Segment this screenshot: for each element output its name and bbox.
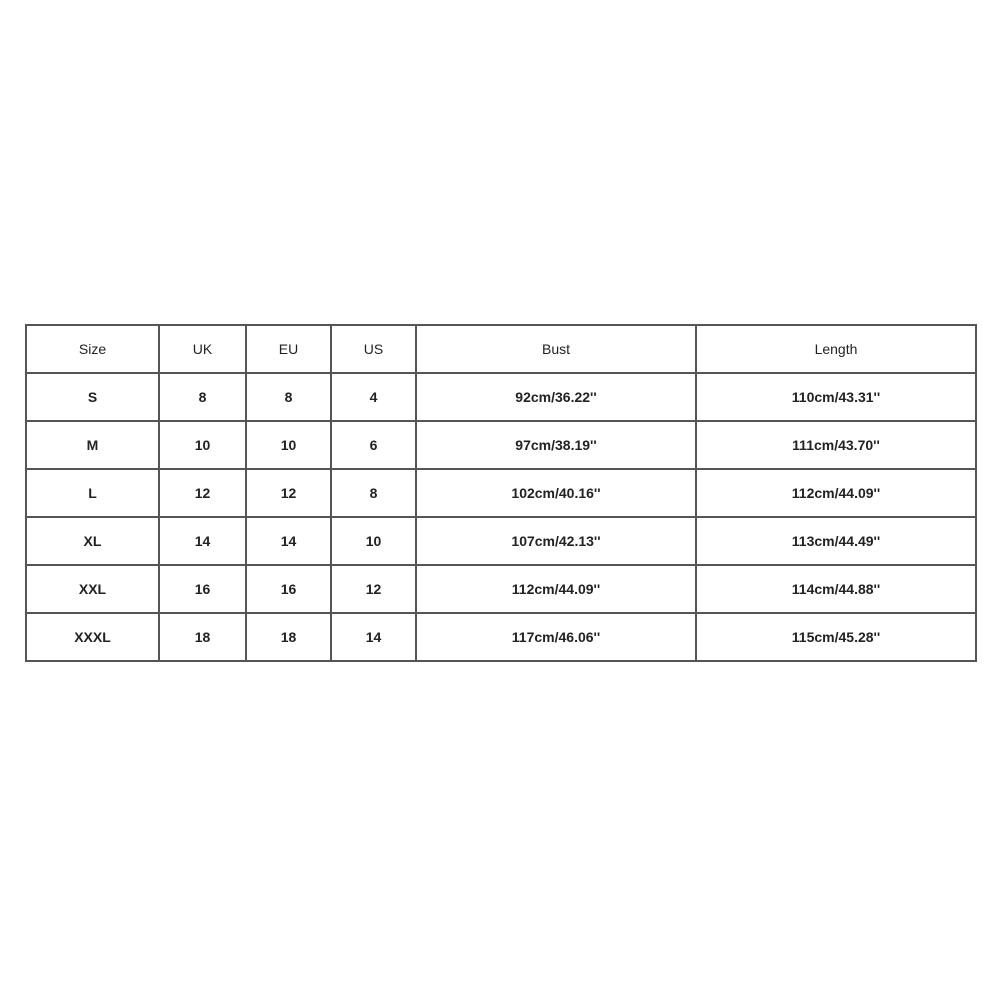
cell-uk: 16 bbox=[159, 565, 246, 613]
cell-eu: 18 bbox=[246, 613, 331, 661]
table-row bbox=[26, 373, 976, 421]
header-bust: Bust bbox=[416, 325, 696, 373]
cell-bust: 92cm/36.22'' bbox=[416, 373, 696, 421]
cell-eu: 8 bbox=[246, 373, 331, 421]
cell-bust: 102cm/40.16'' bbox=[416, 469, 696, 517]
table-body bbox=[26, 373, 976, 661]
cell-bust: 112cm/44.09'' bbox=[416, 565, 696, 613]
header-size: Size bbox=[26, 325, 159, 373]
cell-size: L bbox=[26, 469, 159, 517]
cell-length: 111cm/43.70'' bbox=[696, 421, 976, 469]
cell-bust: 107cm/42.13'' bbox=[416, 517, 696, 565]
table-row bbox=[26, 613, 976, 661]
table-row bbox=[26, 469, 976, 517]
cell-us: 14 bbox=[331, 613, 416, 661]
header-uk: UK bbox=[159, 325, 246, 373]
table-row bbox=[26, 421, 976, 469]
cell-size: XL bbox=[26, 517, 159, 565]
cell-length: 115cm/45.28'' bbox=[696, 613, 976, 661]
cell-length: 112cm/44.09'' bbox=[696, 469, 976, 517]
cell-uk: 14 bbox=[159, 517, 246, 565]
cell-size: XXXL bbox=[26, 613, 159, 661]
cell-us: 4 bbox=[331, 373, 416, 421]
header-us: US bbox=[331, 325, 416, 373]
cell-uk: 12 bbox=[159, 469, 246, 517]
cell-length: 110cm/43.31'' bbox=[696, 373, 976, 421]
cell-eu: 16 bbox=[246, 565, 331, 613]
cell-eu: 12 bbox=[246, 469, 331, 517]
cell-us: 12 bbox=[331, 565, 416, 613]
header-row bbox=[26, 325, 976, 373]
cell-eu: 14 bbox=[246, 517, 331, 565]
cell-bust: 117cm/46.06'' bbox=[416, 613, 696, 661]
cell-size: XXL bbox=[26, 565, 159, 613]
cell-size: S bbox=[26, 373, 159, 421]
header-length: Length bbox=[696, 325, 976, 373]
table-row bbox=[26, 565, 976, 613]
cell-us: 8 bbox=[331, 469, 416, 517]
cell-eu: 10 bbox=[246, 421, 331, 469]
header-eu: EU bbox=[246, 325, 331, 373]
cell-uk: 10 bbox=[159, 421, 246, 469]
cell-us: 10 bbox=[331, 517, 416, 565]
cell-length: 113cm/44.49'' bbox=[696, 517, 976, 565]
cell-size: M bbox=[26, 421, 159, 469]
cell-bust: 97cm/38.19'' bbox=[416, 421, 696, 469]
table-row bbox=[26, 517, 976, 565]
cell-length: 114cm/44.88'' bbox=[696, 565, 976, 613]
cell-uk: 8 bbox=[159, 373, 246, 421]
size-chart-table bbox=[25, 324, 977, 662]
cell-uk: 18 bbox=[159, 613, 246, 661]
table-header bbox=[26, 325, 976, 373]
cell-us: 6 bbox=[331, 421, 416, 469]
